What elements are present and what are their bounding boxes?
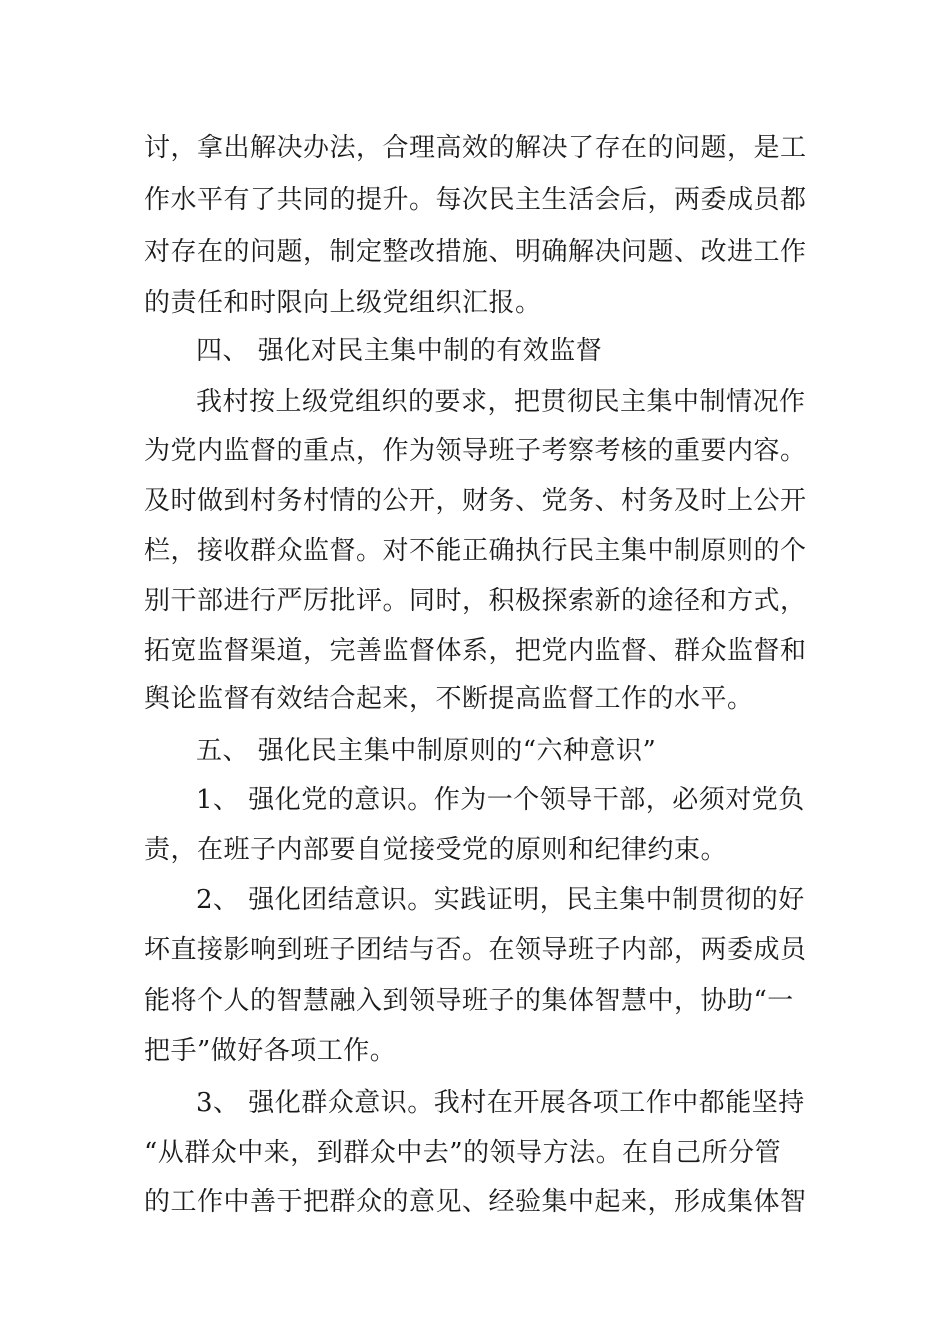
text-line: 能将个人的智慧融入到领导班子的集体智慧中，协助“一 — [144, 986, 794, 1016]
text-line: 作水平有了共同的提升。每次民主生活会后，两委成员都 — [144, 185, 807, 215]
text-line: 舆论监督有效结合起来，不断提高监督工作的水平。 — [144, 684, 754, 714]
text-line: 讨，拿出解决办法，合理高效的解决了存在的问题，是工 — [144, 133, 807, 163]
text-line: 为党内监督的重点，作为领导班子考察考核的重要内容。 — [144, 436, 807, 466]
text-line: 责，在班子内部要自觉接受党的原则和纪律约束。 — [144, 835, 728, 865]
text-line: 及时做到村务村情的公开，财务、党务、村务及时上公开 — [144, 486, 807, 516]
text-line: 坏直接影响到班子团结与否。在领导班子内部，两委成员 — [144, 935, 807, 965]
text-line: 别干部进行严厉批评。同时，积极探索新的途径和方式， — [144, 586, 807, 616]
section-heading: 五、 强化民主集中制原则的“六种意识” — [196, 736, 657, 766]
text-line: 的责任和时限向上级党组织汇报。 — [144, 288, 542, 318]
text-line: 3、 强化群众意识。我村在开展各项工作中都能坚持 — [196, 1088, 805, 1118]
text-line: 栏，接收群众监督。对不能正确执行民主集中制原则的个 — [144, 536, 807, 566]
text-line: 1、 强化党的意识。作为一个领导干部，必须对党负 — [196, 785, 805, 815]
text-line: “从群众中来，到群众中去”的领导方法。在自己所分管 — [144, 1138, 782, 1168]
text-line: 我村按上级党组织的要求，把贯彻民主集中制情况作 — [196, 387, 806, 417]
text-line: 2、 强化团结意识。实践证明，民主集中制贯彻的好 — [196, 885, 805, 915]
text-line: 对存在的问题，制定整改措施、明确解决问题、改进工作 — [144, 237, 807, 267]
text-line: 把手”做好各项工作。 — [144, 1036, 397, 1066]
text-line: 拓宽监督渠道，完善监督体系，把党内监督、群众监督和 — [144, 636, 807, 666]
section-heading: 四、 强化对民主集中制的有效监督 — [196, 336, 603, 366]
text-line: 的工作中善于把群众的意见、经验集中起来，形成集体智 — [144, 1187, 807, 1217]
